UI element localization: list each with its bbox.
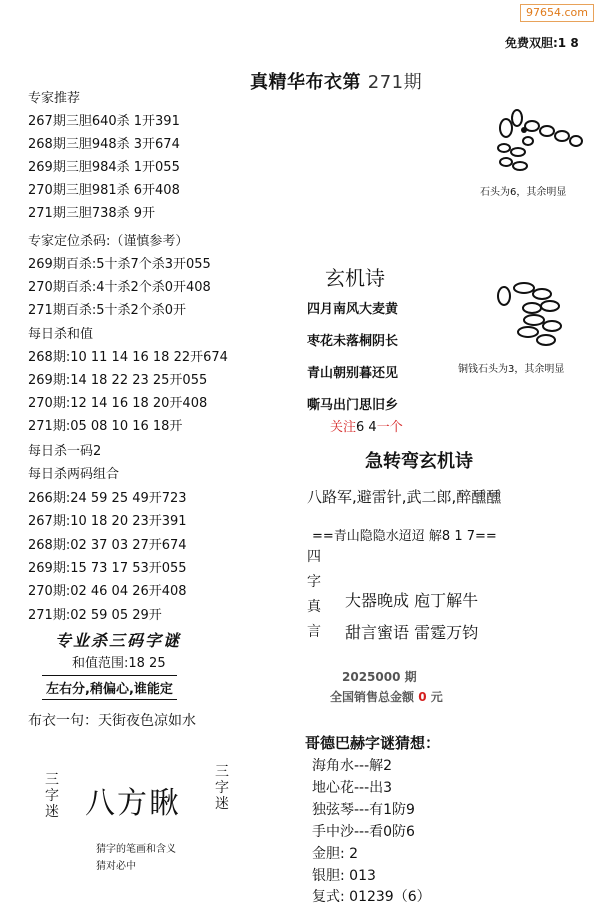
turn-poem-line: 八路军,避雷针,武二郎,醉醺醺 [307,488,502,506]
riddle-main: 八方瞅 [85,786,181,821]
goebbels-title: 哥德巴赫字谜猜想： [305,734,441,752]
riddle-hint: 猜字的笔画和含义 [96,844,176,855]
focus-line [330,416,403,435]
focus-suffix: 一个 [376,420,403,435]
kill-two-line: 271期:02 59 05 29开 [28,608,162,623]
turn-poem-title: 急转弯玄机诗 [365,451,473,472]
coin-illustration [494,280,566,348]
goebbels-line: 独弦琴---有1防9 [312,802,415,818]
sales-amount: 0 [418,690,427,704]
four-char-vertical [306,545,322,645]
page-title [250,68,422,94]
kill-two-title: 每日杀两码组合 [28,467,120,482]
goebbels-line: 地心花---出3 [312,780,393,796]
goebbels-line: 金胆: 2 [312,846,359,862]
goebbels-line: 复式: 01239（6） [312,889,431,905]
focus-numbers: 6 4 [356,420,377,435]
focus-prefix: 关注 [330,420,357,435]
title-text: 真精华布衣第 [250,72,361,93]
stone-illustration [492,106,592,184]
expert-line: 269期三胆984杀 1开055 [28,160,180,175]
kill-two-line: 266期:24 59 25 49开723 [28,491,187,506]
sales-unit: 元 [430,690,443,704]
sales-text: 全国销售总金额 [330,690,415,704]
expert-line: 271期三胆738杀 9开 [28,206,156,221]
sum-kill-title: 每日杀和值 [28,327,94,342]
position-kill-line: 271期百杀:5十杀2个杀0开 [28,303,187,318]
expert-line: 268期三胆948杀 3开674 [28,137,180,152]
riddle-side-left: 三字迷 [45,772,59,820]
four-char-line: 甜言蜜语 雷霆万钧 [345,623,479,642]
position-kill-line: 270期百杀:4十杀2个杀0开408 [28,280,211,295]
poem-line: 四月南风大麦黄 [307,302,399,317]
poem-line: 嘶马出门思旧乡 [307,398,399,413]
site-watermark: 97654.com [520,4,594,22]
kill-two-line: 270期:02 46 04 26开408 [28,584,187,599]
sum-kill-line: 268期:10 11 14 16 18 22开674 [28,350,228,365]
expert-line: 267期三胆640杀 1开391 [28,114,180,129]
goebbels-line: 手中沙---看0防6 [312,824,415,840]
sum-range: 和值范围:18 25 [72,656,166,671]
three-code-title: 专业杀三码字谜 [55,631,182,650]
free-double-dan: 免费双胆:1 8 [505,36,579,50]
coin-caption: 铜钱石头为3，其余明显 [458,364,565,375]
title-period: 271期 [367,72,423,93]
four-char-glyph: 四 [307,549,321,565]
stone-caption: 石头为6，其余明显 [480,187,567,198]
kill-one-title: 每日杀一码2 [28,444,102,459]
goebbels-line: 银胆: 013 [312,868,376,884]
position-kill-title: 专家定位杀码:（谨慎参考） [28,234,189,249]
kill-two-line: 268期:02 37 03 27开674 [28,538,187,553]
poem-line: 枣花未落桐阴长 [307,334,399,349]
buyi-sentence: 布衣一句：天街夜色凉如水 [28,713,196,729]
four-char-glyph: 言 [307,624,321,640]
sales-period: 2025000 期 [342,670,417,684]
four-char-line: 大器晚成 庖丁解牛 [345,591,479,610]
four-char-glyph: 字 [307,574,321,590]
four-char-glyph: 真 [307,599,321,615]
expert-line: 270期三胆981杀 6开408 [28,183,180,198]
riddle-side-right: 三字迷 [215,764,229,812]
boxed-phrase: 左右分,稍偏心,谁能定 [42,675,177,700]
sum-kill-line: 269期:14 18 22 23 25开055 [28,373,208,388]
position-kill-line: 269期百杀:5十杀7个杀3开055 [28,257,211,272]
goebbels-line: 海角水---解2 [312,758,393,774]
kill-two-line: 267期:10 18 20 23开391 [28,514,187,529]
riddle-hint: 猜对必中 [96,861,136,872]
sum-kill-line: 271期:05 08 10 16 18开 [28,419,183,434]
sales-total [330,688,443,705]
expert-title: 专家推荐 [28,91,81,106]
qingshan-line: ==青山隐隐水迢迢 解8 1 7== [312,529,497,544]
sum-kill-line: 270期:12 14 16 18 20开408 [28,396,208,411]
kill-two-line: 269期:15 73 17 53开055 [28,561,187,576]
poem-title: 玄机诗 [325,266,385,290]
poem-line: 青山朝别暮还见 [307,366,399,381]
